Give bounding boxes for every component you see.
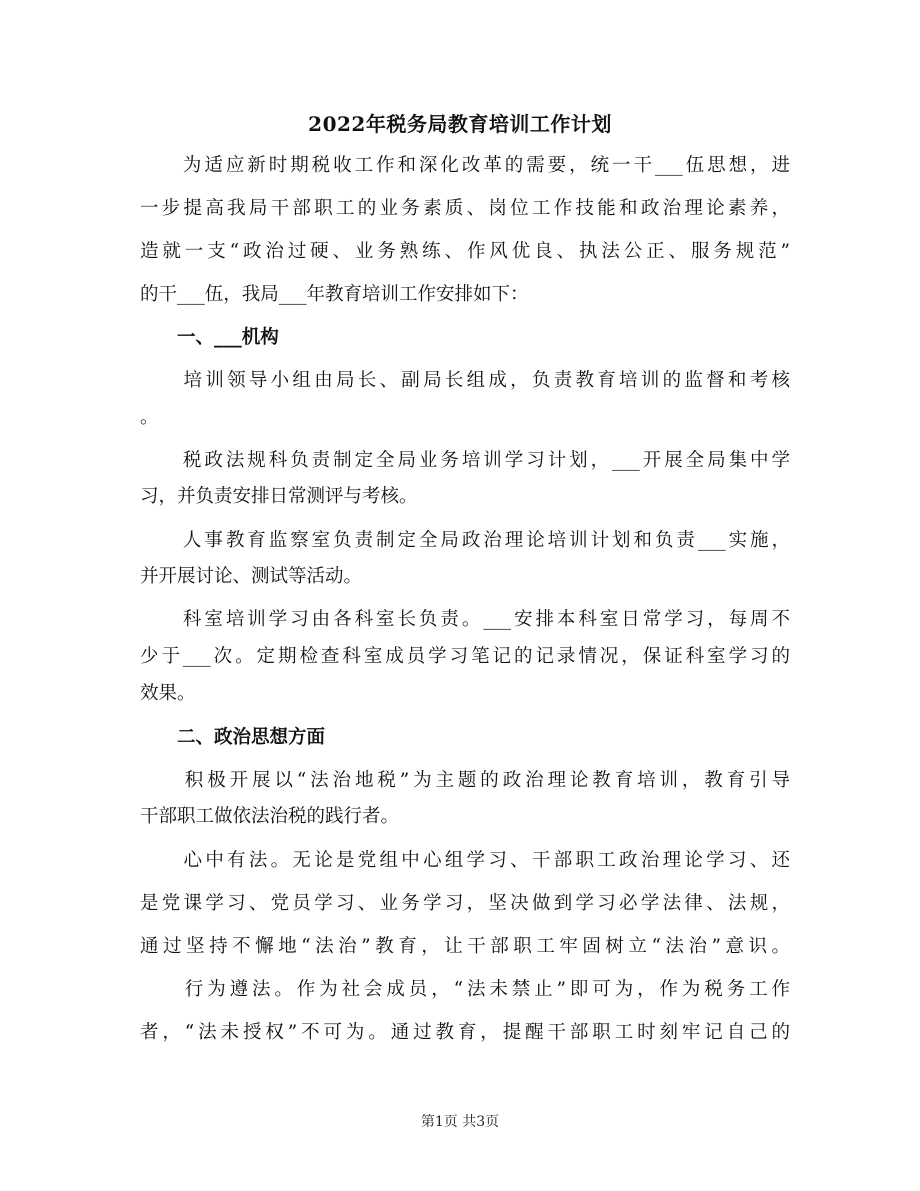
- paragraph-line: 培训领导小组由局长、副局长组成，负责教育培训的监督和考核: [140, 370, 790, 391]
- paragraph-line: 。: [140, 407, 159, 428]
- paragraph-line: 习，并负责安排日常测评与考核。: [140, 486, 418, 507]
- section-heading: 二、政治思想方面: [140, 727, 326, 748]
- document-title: 2022年税务局教育培训工作计划: [308, 112, 612, 136]
- paragraph-line: 效果。: [140, 683, 196, 704]
- paragraph-line: 一步提高我局干部职工的业务素质、岗位工作技能和政治理论素养，: [140, 198, 790, 219]
- paragraph-line: 心中有法。无论是党组中心组学习、干部职工政治理论学习、还: [140, 850, 790, 871]
- section-heading: 一、___机构: [140, 327, 279, 348]
- page-footer: 第1页 共3页: [420, 1114, 500, 1130]
- paragraph-line: 干部职工做依法治税的践行者。: [140, 806, 400, 827]
- paragraph-line: 积极开展以“法治地税”为主题的政治理论教育培训，教育引导: [140, 770, 790, 791]
- paragraph-line: 税政法规科负责制定全局业务培训学习计划，___开展全局集中学: [140, 450, 790, 471]
- paragraph-line: 为适应新时期税收工作和深化改革的需要，统一干___伍思想，进: [140, 155, 790, 176]
- paragraph-line: 少于___次。定期检查科室成员学习笔记的记录情况，保证科室学习的: [140, 646, 790, 667]
- paragraph-line: 行为遵法。作为社会成员，“法未禁止”即可为，作为税务工作: [140, 979, 790, 1000]
- paragraph-line: 人事教育监察室负责制定全局政治理论培训计划和负责___实施，: [140, 530, 790, 551]
- paragraph-line: 者，“法未授权”不可为。通过教育，提醒干部职工时刻牢记自己的: [140, 1022, 790, 1043]
- paragraph-line: 的干___伍，我局___年教育培训工作安排如下：: [140, 284, 529, 305]
- paragraph-line: 造就一支“政治过硬、业务熟练、作风优良、执法公正、服务规范”: [140, 241, 790, 262]
- paragraph-line: 通过坚持不懈地“法治”教育，让干部职工牢固树立“法治”意识。: [140, 936, 790, 957]
- paragraph-line: 科室培训学习由各科室长负责。___安排本科室日常学习，每周不: [140, 609, 790, 630]
- paragraph-line: 是党课学习、党员学习、业务学习，坚决做到学习必学法律、法规，: [140, 893, 790, 914]
- paragraph-line: 并开展讨论、测试等活动。: [140, 566, 363, 587]
